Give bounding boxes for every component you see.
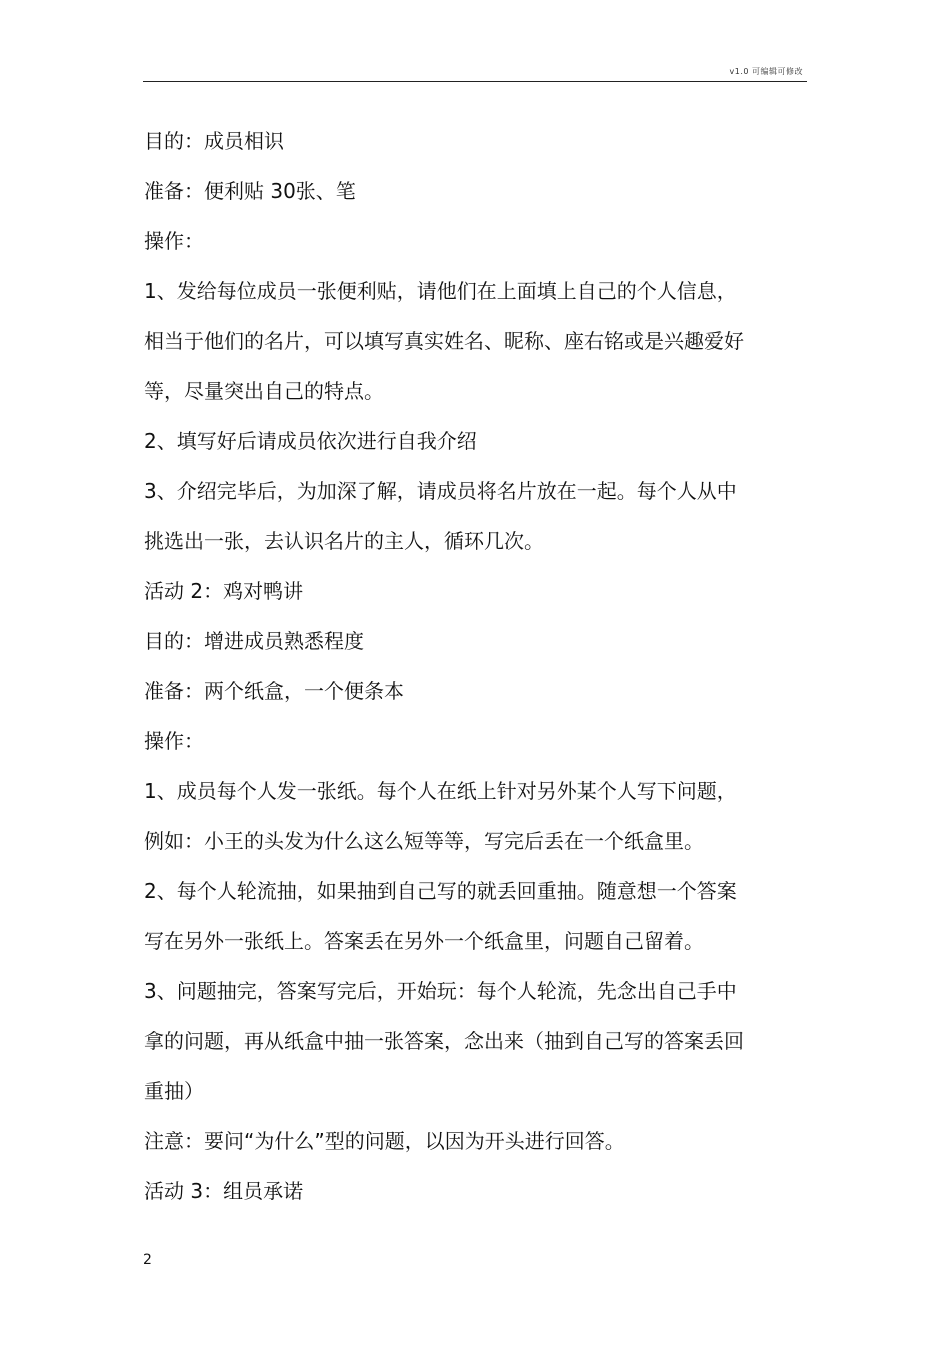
section-heading: 活动 2：鸡对鸭讲 <box>144 579 304 603</box>
text-line: 3、问题抽完，答案写完后，开始玩：每个人轮流，先念出自己手中 <box>144 979 737 1003</box>
text-line: 挑选出一张，去认识名片的主人，循环几次。 <box>144 529 544 553</box>
document-body <box>144 122 784 1222</box>
text-line: 注意：要问“为什么”型的问题，以因为开头进行回答。 <box>144 1129 625 1153</box>
text-line: 2、填写好后请成员依次进行自我介绍 <box>144 429 477 453</box>
text-line: 等，尽量突出自己的特点。 <box>144 379 384 403</box>
text-line: 1、成员每个人发一张纸。每个人在纸上针对另外某个人写下问题， <box>144 779 737 803</box>
section-heading: 活动 3：组员承诺 <box>144 1179 304 1203</box>
text-line: 相当于他们的名片，可以填写真实姓名、昵称、座右铭或是兴趣爱好 <box>144 329 744 353</box>
text-line: 操作： <box>144 229 204 253</box>
text-line: 目的：成员相识 <box>144 129 284 153</box>
header-divider <box>143 81 807 82</box>
text-line: 写在另外一张纸上。答案丢在另外一个纸盒里，问题自己留着。 <box>144 929 704 953</box>
text-line: 3、介绍完毕后，为加深了解，请成员将名片放在一起。每个人从中 <box>144 479 737 503</box>
text-line: 目的：增进成员熟悉程度 <box>144 629 364 653</box>
page-number: 2 <box>143 1252 152 1268</box>
text-line: 例如：小王的头发为什么这么短等等，写完后丢在一个纸盒里。 <box>144 829 704 853</box>
header-version-note: v1.0 可编辑可修改 <box>729 67 803 76</box>
text-line: 2、每个人轮流抽，如果抽到自己写的就丢回重抽。随意想一个答案 <box>144 879 737 903</box>
text-line: 准备：便利贴 30张、笔 <box>144 179 356 203</box>
text-line: 准备：两个纸盒，一个便条本 <box>144 679 404 703</box>
text-line: 拿的问题，再从纸盒中抽一张答案，念出来（抽到自己写的答案丢回 <box>144 1029 744 1053</box>
text-line: 重抽） <box>144 1079 204 1103</box>
text-line: 1、发给每位成员一张便利贴，请他们在上面填上自己的个人信息， <box>144 279 737 303</box>
text-line: 操作： <box>144 729 204 753</box>
